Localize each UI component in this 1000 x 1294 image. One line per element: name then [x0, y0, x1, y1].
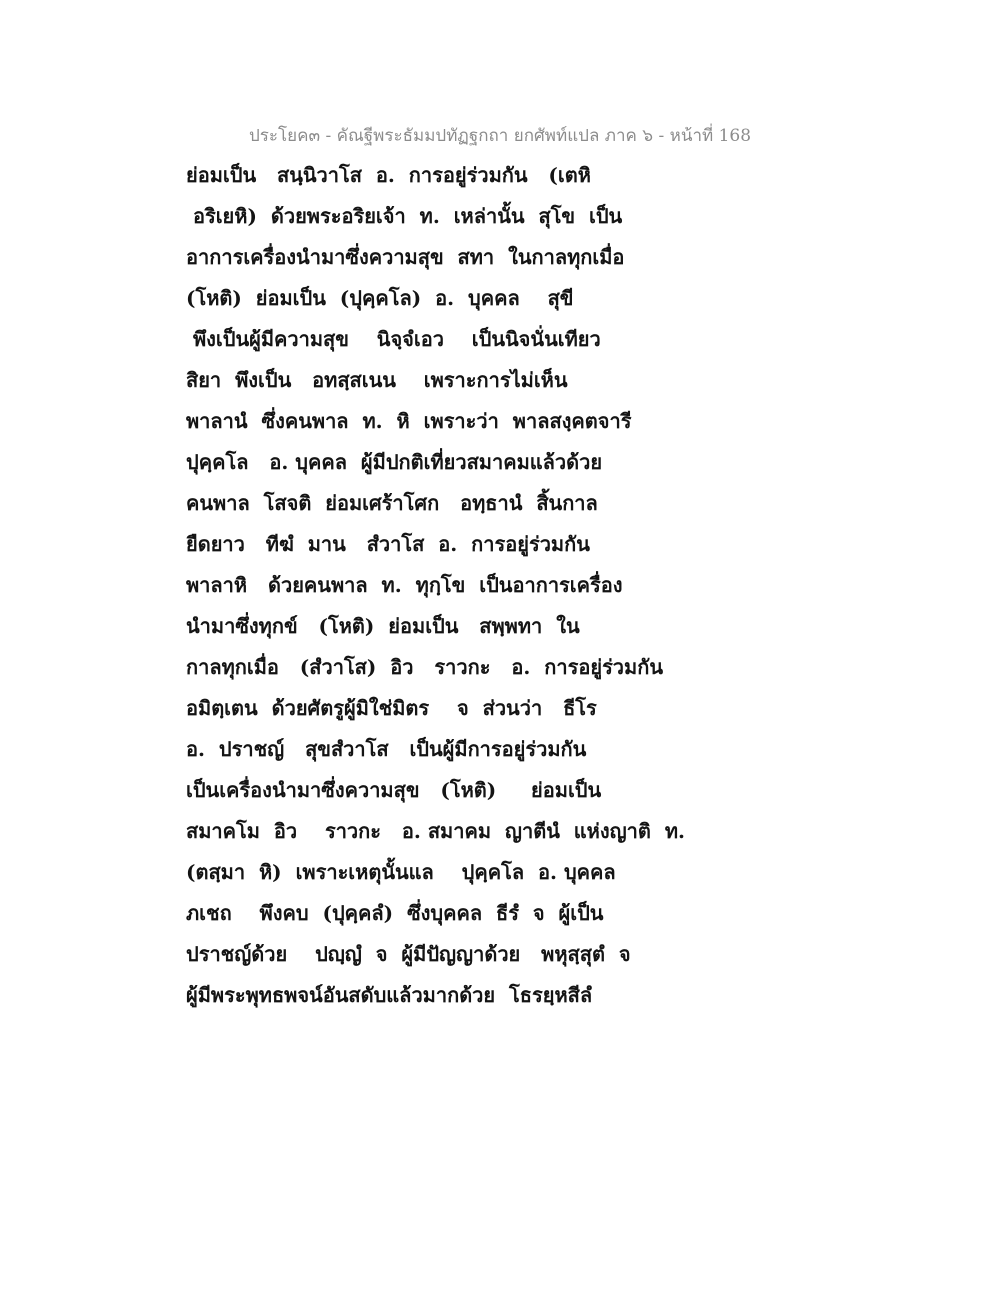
text-line: อาการเครื่องนำมาซึ่งความสุข สทา ในกาลทุกเมื่อ [186, 245, 625, 269]
text-line: พาลาหิ ด้วยคนพาล ท. ทุกฺโข เป็นอาการเครื่อง [186, 573, 623, 597]
text-line: สมาคโม อิว ราวกะ อ. สมาคม ญาตีนํ แห่งญาติ ท. [186, 819, 685, 843]
text-line: (ตสฺมา หิ) เพราะเหตุนั้นแล ปุคฺคโล อ. บุคคล [186, 860, 616, 884]
text-line: พาลานํ ซึ่งคนพาล ท. หิ เพราะว่า พาลสงฺคตจารี [186, 409, 632, 433]
text-line: เป็นเครื่องนำมาซึ่งความสุข (โหติ) ย่อมเป็น [186, 778, 602, 802]
text-line: ย่อมเป็น สนฺนิวาโส อ. การอยู่ร่วมกัน (เตหิ [186, 163, 591, 187]
text-line: คนพาล โสจติ ย่อมเศร้าโศก อทฺธานํ สิ้นกาล [186, 491, 598, 515]
text-line: นำมาซึ่งทุกข์ (โหติ) ย่อมเป็น สพฺพทา ใน [186, 614, 580, 638]
text-line: (โหติ) ย่อมเป็น (ปุคฺคโล) อ. บุคคล สุขี [186, 286, 574, 310]
text-line: อริเยหิ) ด้วยพระอริยเจ้า ท. เหล่านั้น สุโข เป็น [186, 204, 623, 228]
text-line: สิยา พึงเป็น อทสฺสเนน เพราะการไม่เห็น [186, 368, 568, 392]
running-header: ประโยค๓ - คัณฐีพระธัมมปทัฏฐกถา ยกศัพท์แปล ภาค ๖ - หน้าที่ 168 [248, 126, 752, 146]
text-line: กาลทุกเมื่อ (สํวาโส) อิว ราวกะ อ. การอยู่ร่วมกัน [186, 655, 664, 679]
text-line: อมิตฺเตน ด้วยศัตรูผู้มิใช่มิตร จ ส่วนว่า ธีโร [186, 696, 597, 720]
text-line: ปุคฺคโล อ. บุคคล ผู้มีปกติเที่ยวสมาคมแล้วด้วย [186, 450, 603, 474]
body-text [186, 155, 906, 1016]
text-line: ยืดยาว ทีฆํ มาน สํวาโส อ. การอยู่ร่วมกัน [186, 532, 590, 556]
text-line: ปราชญ์ด้วย ปญฺญํ จ ผู้มีปัญญาด้วย พหุสฺสุตํ จ [186, 942, 631, 966]
text-line: อ. ปราชญ์ สุขสํวาโส เป็นผู้มีการอยู่ร่วมกัน [186, 737, 587, 761]
text-line: ผู้มีพระพุทธพจน์อันสดับแล้วมากด้วย โธรยฺหสีลํ [186, 983, 593, 1007]
text-line: พึงเป็นผู้มีความสุข นิจฺจํเอว เป็นนิจนั่นเทียว [186, 327, 601, 351]
text-line: ภเชถ พึงคบ (ปุคฺคลํ) ซึ่งบุคคล ธีรํ จ ผู้เป็น [186, 901, 604, 925]
